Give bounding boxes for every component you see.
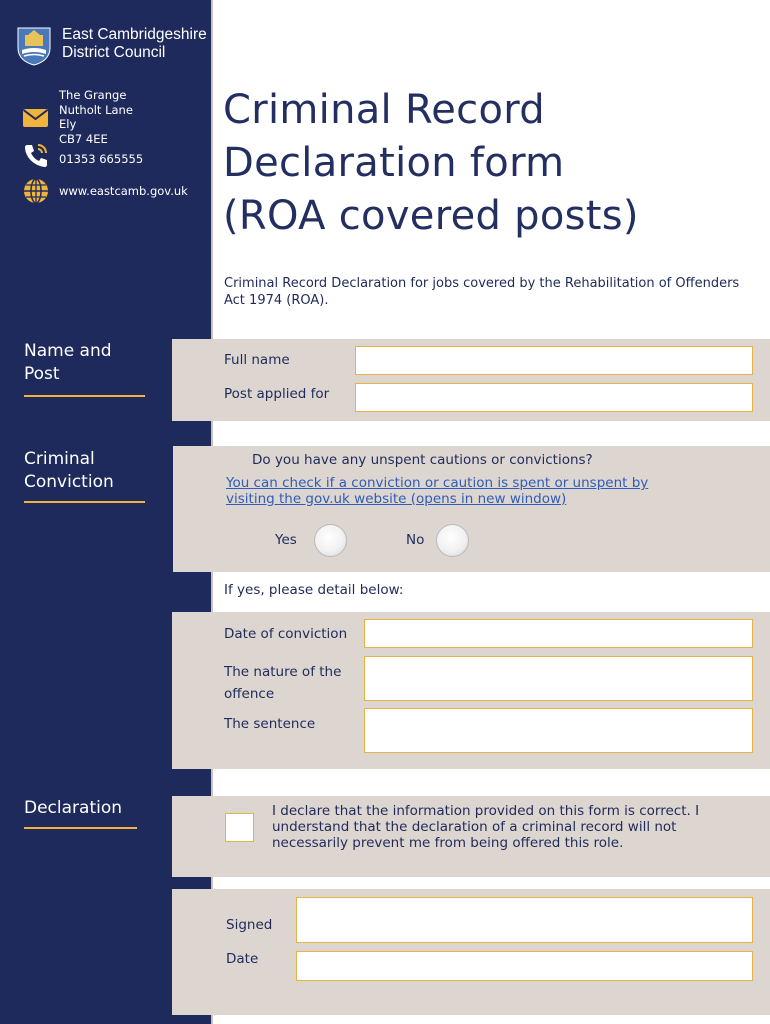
date-of-conviction-input[interactable] bbox=[364, 619, 753, 648]
date-label: Date bbox=[226, 951, 259, 967]
declaration-text: I declare that the information provided on this form is correct. I understand that the declaration of a criminal record will not necessarily prevent me from being offered this role. bbox=[272, 803, 700, 851]
website-link[interactable]: www.eastcamb.gov.uk bbox=[59, 184, 188, 198]
conviction-question: Do you have any unspent cautions or convictions? bbox=[252, 452, 593, 468]
gov-uk-link[interactable]: You can check if a conviction or caution is spent or unspent by visiting the gov.uk website (opens in new window) bbox=[226, 475, 649, 507]
sentence-label: The sentence bbox=[224, 716, 316, 732]
section-label-declaration: Declaration bbox=[24, 798, 123, 818]
date-input[interactable] bbox=[296, 951, 753, 981]
section-underline bbox=[24, 501, 145, 503]
full-name-input[interactable] bbox=[355, 346, 753, 375]
yes-label: Yes bbox=[275, 532, 297, 548]
envelope-icon bbox=[22, 108, 49, 128]
globe-icon bbox=[23, 178, 49, 204]
council-crest-icon bbox=[16, 26, 52, 66]
nature-of-offence-input[interactable] bbox=[364, 656, 753, 701]
if-yes-instruction: If yes, please detail below: bbox=[224, 582, 404, 598]
post-applied-input[interactable] bbox=[355, 383, 753, 412]
post-applied-label: Post applied for bbox=[224, 386, 330, 402]
section-label-name-post: Name and Post bbox=[24, 341, 112, 384]
section-underline bbox=[24, 395, 145, 397]
org-name: East Cambridgeshire District Council bbox=[62, 26, 207, 61]
address: The Grange Nutholt Lane Ely CB7 4EE bbox=[59, 88, 133, 146]
sentence-input[interactable] bbox=[364, 708, 753, 753]
declaration-checkbox[interactable] bbox=[225, 813, 254, 842]
date-of-conviction-label: Date of conviction bbox=[224, 626, 348, 642]
intro-text: Criminal Record Declaration for jobs covered by the Rehabilitation of Offenders Act 1974 (ROA). bbox=[224, 276, 740, 308]
page-title: Criminal Record Declaration form (ROA covered posts) bbox=[223, 87, 639, 239]
nature-of-offence-label: The nature of the offence bbox=[224, 664, 342, 702]
no-label: No bbox=[406, 532, 425, 548]
phone-icon bbox=[23, 142, 49, 168]
section-underline bbox=[24, 827, 137, 829]
signed-label: Signed bbox=[226, 917, 273, 933]
section-label-criminal-conviction: Criminal Conviction bbox=[24, 449, 114, 492]
full-name-label: Full name bbox=[224, 352, 290, 368]
phone-number[interactable]: 01353 665555 bbox=[59, 152, 144, 166]
no-radio[interactable] bbox=[436, 524, 469, 557]
signed-input[interactable] bbox=[296, 897, 753, 943]
yes-radio[interactable] bbox=[314, 524, 347, 557]
